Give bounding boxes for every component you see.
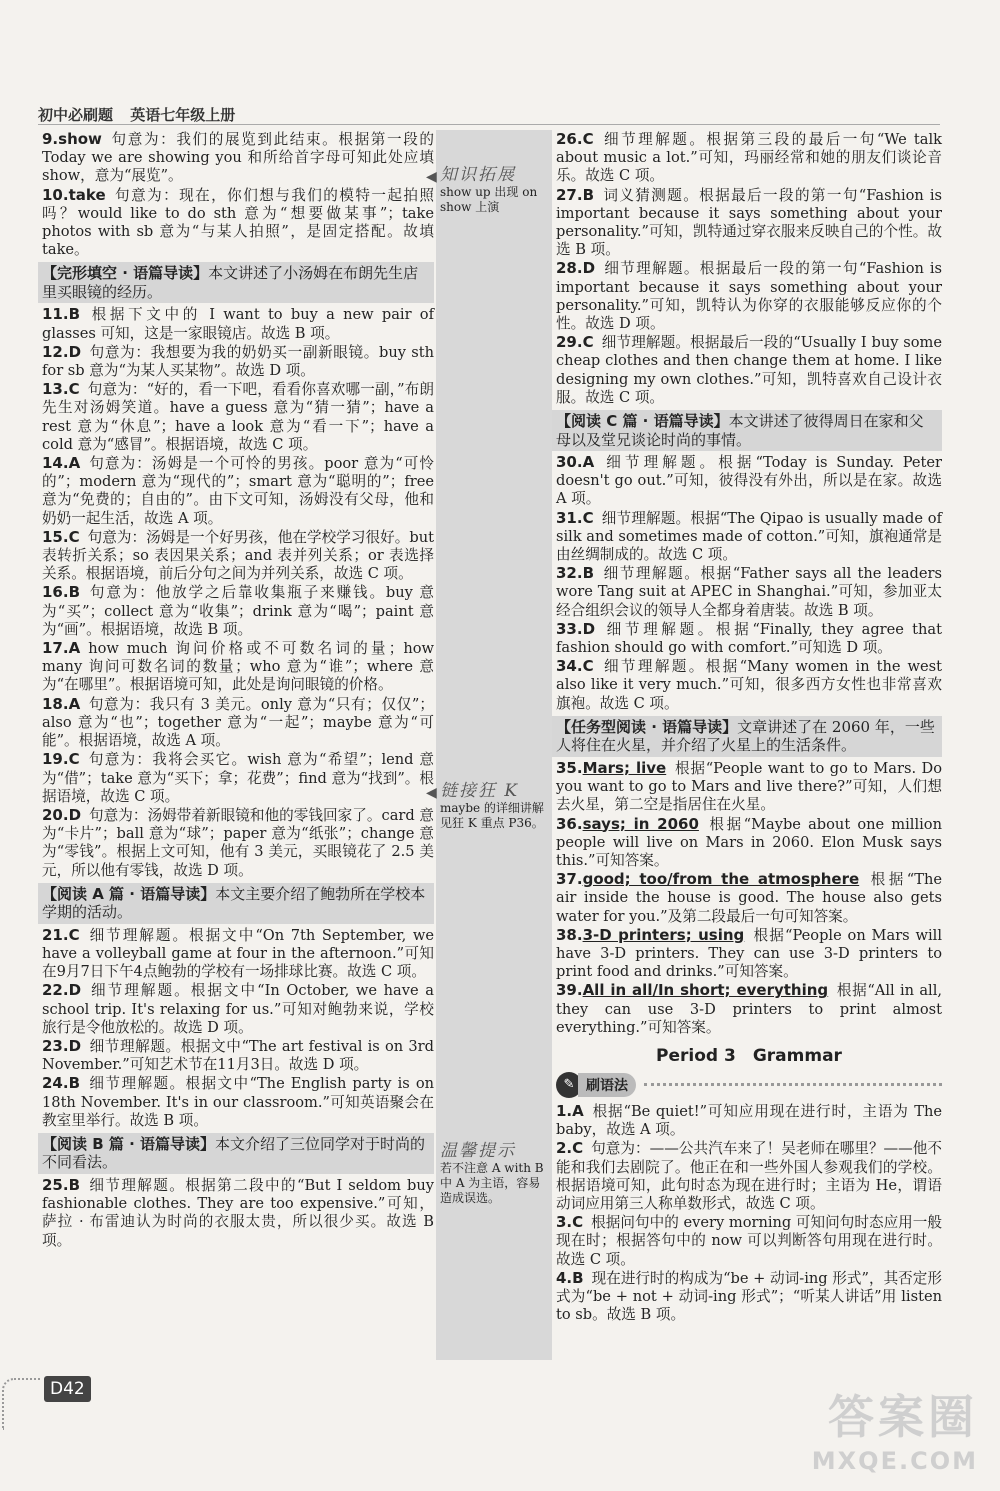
question-number: 25. <box>42 1175 69 1194</box>
question-number: 21. <box>42 925 69 944</box>
answer-item <box>556 657 942 713</box>
answer-key: B <box>68 1175 81 1194</box>
explanation-text: 根据“The air inside the house is good. The house also gets water for you.”及第二段最后一句可知答案。 <box>556 871 942 925</box>
question-number: 31. <box>556 508 583 527</box>
margin-note-knowledge <box>426 165 550 215</box>
note-text: show up 出现 on show 上演 <box>440 185 538 214</box>
explanation-text: 细节理解题。根据最后一段的“Usually I buy some cheap clothes and then change them at home. I like designing my own clothes.”可知，凯特喜欢自己设计衣服。故选 C 项。 <box>556 334 942 406</box>
question-number: 32. <box>556 564 583 583</box>
margin-note-tip <box>440 1141 550 1206</box>
question-number: 9. <box>42 130 59 148</box>
answer-item <box>556 1102 942 1139</box>
dotted-rule <box>644 1083 942 1086</box>
left-column <box>42 130 434 1250</box>
explanation-text: how much 询问价格或不可数名词的量；how many 询问可数名词的数量；who 意为“谁”；where 意为“在哪里”。根据语境可知，此处是询问眼镜的价格。 <box>42 640 434 694</box>
explanation-text: 现在进行时的构成为“be + 动词-ing 形式”，其否定形式为“be + not + 动词-ing 形式”；“听某人讲话”用 listen to sb。故选 B 项。 <box>556 1269 942 1324</box>
answer-item <box>556 1213 942 1269</box>
note-text: 若不注意 A with B 中 A 为主语，容易造成误选。 <box>440 1161 544 1205</box>
question-number: 1. <box>556 1101 573 1120</box>
answer-key: C <box>68 925 80 944</box>
answer-key: C <box>68 380 80 399</box>
section-guide <box>552 410 942 451</box>
explanation-text: 根据“All in all, they can use 3-D printers to print almost everything.”可知答案。 <box>556 982 942 1036</box>
answer-key: B <box>68 583 81 602</box>
badge-label: 刷语法 <box>578 1073 636 1097</box>
question-number: 23. <box>42 1036 69 1055</box>
answer-item <box>556 815 942 871</box>
section-guide <box>38 883 434 924</box>
answer-key: show <box>58 130 102 148</box>
answer-item <box>556 926 942 982</box>
answer-item <box>42 695 434 751</box>
question-number: 4. <box>556 1268 573 1287</box>
book-title: 初中必刷题 <box>38 106 114 124</box>
answer-item <box>556 1269 942 1325</box>
question-number: 33. <box>556 619 583 638</box>
answer-key: C <box>572 1213 584 1232</box>
explanation-text: 句意为：他放学之后靠收集瓶子来赚钱。buy 意为“买”；collect 意为“收集”；drink 意为“喝”；paint 意为“画”。根据语境，故选 B 项。 <box>42 584 434 638</box>
section-guide <box>38 262 434 303</box>
answer-key: D <box>68 1036 82 1055</box>
note-title: 知识拓展 <box>440 165 516 185</box>
answer-item <box>556 453 942 509</box>
explanation-text: 根据“Be quiet!”可知应用现在进行时，主语为 The baby，故选 A 项。 <box>556 1102 942 1139</box>
explanation-text: 细节理解题。根据“The Qipao is usually made of silk and sometimes made of cotton.”可知，旗袍通常是由丝绸制成的。故选 C 项。 <box>556 509 942 564</box>
answer-key: A <box>68 454 81 473</box>
section-summary: 本文讲述了小汤姆在布朗先生店里买眼镜的经历。 <box>42 264 419 301</box>
explanation-text: 句意为：“好的，看一下吧，看看你喜欢哪一副，”布朗先生对汤姆笑道。have a guess 意为“猜一猜”；have a rest 意为“休息”；have a look 意为“看一下”；have a cold 意为“感冒”。根据语境，故选 C 项。 <box>42 381 434 453</box>
answer-key: C <box>582 333 594 352</box>
watermark-url: MXQE.COM <box>811 1447 978 1475</box>
margin-note-link <box>426 781 550 831</box>
answer-item <box>556 759 942 815</box>
answer-key: D <box>68 805 82 824</box>
answer-item <box>556 509 942 565</box>
question-number: 13. <box>42 380 69 399</box>
section-summary: 本文讲述了彼得周日在家和父母以及堂兄谈论时尚的事情。 <box>556 412 924 449</box>
section-guide <box>38 1133 434 1174</box>
answer-item <box>556 981 942 1037</box>
explanation-text: 根据“Maybe about one million people will live on Mars in 2060. Elon Musk says this.”可知答案。 <box>556 815 942 869</box>
answer-item <box>42 639 434 695</box>
answer-key: C <box>582 657 594 676</box>
answer-item <box>42 528 434 584</box>
answer-key: C <box>68 750 80 769</box>
answer-item <box>42 1074 434 1130</box>
question-number: 17. <box>42 639 69 658</box>
header-divider <box>38 124 940 125</box>
question-number: 36. <box>556 814 583 833</box>
answer-item <box>42 343 434 380</box>
section-title: 【阅读 B 篇 · 语篇导读】 <box>42 1134 216 1153</box>
answer-item <box>42 926 434 982</box>
answer-item <box>556 1139 942 1213</box>
section-summary: 本文介绍了三位同学对于时尚的不同看法。 <box>42 1134 426 1172</box>
right-column <box>556 130 942 1324</box>
section-title: 【阅读 C 篇 · 语篇导读】 <box>556 412 729 431</box>
watermark <box>812 1381 978 1475</box>
answer-item <box>556 333 942 407</box>
explanation-text: 根据下文中的 I want to buy a new pair of glasses 可知，这是一家眼镜店。故选 B 项。 <box>42 306 434 342</box>
answer-key: good; too/from the atmosphere <box>582 870 860 889</box>
answer-item <box>42 806 434 880</box>
note-title: 温馨提示 <box>440 1141 516 1161</box>
explanation-text: 细节理解题。根据文中“In October, we have a school trip. It's relaxing for us.”可知对鲍勃来说，学校旅行是令他放松的。故选 D 项。 <box>42 982 434 1036</box>
answer-key: Mars; live <box>582 758 667 777</box>
corner-decoration <box>2 1378 40 1430</box>
explanation-text: 句意为：我想要为我的奶奶买一副新眼镜。buy sth for sb 意为“为某人买某物”。故选 D 项。 <box>42 343 434 380</box>
explanation-text: 细节理解题。根据“Many women in the west also like it very much.”可知，很多西方女性也非常喜欢旗袍。故选 C 项。 <box>556 658 942 712</box>
answer-item <box>42 1176 434 1250</box>
section-title: 【阅读 A 篇 · 语篇导读】 <box>42 884 216 903</box>
period-heading: Period 3 Grammar <box>656 1045 842 1066</box>
answer-item <box>42 130 434 186</box>
answer-key: B <box>572 1268 584 1287</box>
answer-key: A <box>572 1101 584 1120</box>
answer-item <box>42 380 434 454</box>
answer-key: take <box>68 185 106 204</box>
question-number: 12. <box>42 342 69 361</box>
question-number: 39. <box>556 981 583 1000</box>
section-summary: 本文主要介绍了鲍勃所在学校本学期的活动。 <box>42 884 426 922</box>
explanation-text: 句意为：现在，你们想与我们的模特一起拍照吗？would like to do sth 意为“想要做某事”；take photos with sb 意为“与某人拍照”，是固定搭配。故填 take。 <box>42 186 434 259</box>
explanation-text: 细节理解题。根据“Finally, they agree that fashion should go with comfort.”可知选 D 项。 <box>556 620 942 657</box>
explanation-text: 句意为：我将会买它。wish 意为“希望”；lend 意为“借”；take 意为“买下；拿；花费”；find 意为“找到”。根据语境，故选 C 项。 <box>42 751 434 805</box>
grammar-badge <box>556 1072 942 1098</box>
answer-key: C <box>582 130 594 148</box>
explanation-text: 细节理解题。根据第二段中的“But I seldom buy fashionable clothes. They are too expensive.”可知，萨拉 · 布雷迪认为时尚的衣服太贵，所以很少买。故选 B 项。 <box>42 1176 434 1249</box>
explanation-text: 句意为：我们的展览到此结束。根据第一段的 Today we are showing you 和所给首字母可知此处应填 show，意为“展览”。 <box>42 131 434 185</box>
explanation-text: 细节理解题。根据“Father says all the leaders wore Tang suit at APEC in Shanghai.”可知，参加亚太经合组织会议的领导人全都身着唐装。故选 B 项。 <box>556 565 942 619</box>
question-number: 38. <box>556 925 583 944</box>
explanation-text: 细节理解题。根据文中“On 7th September, we have a volleyball game at four in the afternoon.”可知在9月7日下午4点鲍勃的学校有一场排球比赛。故选 C 项。 <box>42 926 434 981</box>
answer-key: A <box>68 694 81 713</box>
explanation-text: 根据问句中的 every morning 可知问句时态应用一般现在时；根据答句中的 now 可以判断答句用现在进行时。故选 C 项。 <box>556 1214 942 1268</box>
question-number: 27. <box>556 185 583 204</box>
answer-key: C <box>582 508 594 527</box>
answer-key: B <box>582 564 595 583</box>
note-text: maybe 的详细讲解见狂 K 重点 P36。 <box>440 801 544 830</box>
question-number: 35. <box>556 758 583 777</box>
answer-item <box>42 305 434 342</box>
answer-item <box>556 620 942 657</box>
answer-key: D <box>582 259 596 278</box>
answer-item <box>556 564 942 620</box>
question-number: 24. <box>42 1074 69 1093</box>
section-title: 【完形填空 · 语篇导读】 <box>42 264 209 283</box>
answer-key: D <box>582 619 596 638</box>
answer-key: A <box>582 453 595 472</box>
section-guide <box>552 716 942 757</box>
question-number: 20. <box>42 805 69 824</box>
question-number: 37. <box>556 870 583 889</box>
explanation-text: 句意为：汤姆带着新眼镜和他的零钱回家了。card 意为“卡片”；ball 意为“球”；paper 意为“纸张”；change 意为“零钱”。根据上文可知，他有 3 美元，买眼镜花了 2.5 美元，所以他有零钱，故选 D 项。 <box>42 806 434 879</box>
answer-item <box>42 583 434 639</box>
question-number: 19. <box>42 750 69 769</box>
question-number: 26. <box>556 130 583 148</box>
explanation-text: 细节理解题。根据“Today is Sunday. Peter doesn't go out.”可知，彼得没有外出，所以是在家。故选 A 项。 <box>556 454 942 508</box>
explanation-text: 句意为：我只有 3 美元。only 意为“只有；仅仅”；also 意为“也”；together 意为“一起”；maybe 意为“可能”。根据语境，故选 A 项。 <box>42 695 434 750</box>
question-number: 28. <box>556 259 583 278</box>
question-number: 29. <box>556 333 583 352</box>
question-number: 3. <box>556 1213 573 1232</box>
question-number: 11. <box>42 305 69 324</box>
explanation-text: 根据“People on Mars will have 3-D printers. They can use 3-D printers to print food and drinks.”可知答案。 <box>556 926 942 981</box>
page-number: D42 <box>44 1376 91 1402</box>
section-summary: 文章讲述了在 2060 年，一些人将住在火星，并介绍了火星上的生活条件。 <box>556 717 935 755</box>
explanation-text: 句意为：——公共汽车来了！吴老师在哪里？——他不能和我们去剧院了。他正在和一些外国人参观我们的学校。根据语境可知，此句时态为现在进行时；主语为 He，谓语动词应用第三人称单数形式，故选 C 项。 <box>556 1140 942 1212</box>
explanation-text: 句意为：汤姆是一个好男孩，他在学校学习很好。but 表转折关系；so 表因果关系；and 表并列关系；or 表选择关系。根据语境，前后分句之间为并列关系，故选 C 项。 <box>42 528 434 583</box>
explanation-text: 细节理解题。根据最后一段的第一句“Fashion is important because it says something about your personality.”可知，凯特认为你穿的衣服能够反应你的个性。故选 D 项。 <box>556 260 942 333</box>
answer-key: A <box>68 639 81 658</box>
explanation-text: 细节理解题。根据第三段的最后一句“We talk about music a lot.”可知，玛丽经常和她的朋友们谈论音乐。故选 C 项。 <box>556 131 942 185</box>
answer-key: C <box>572 1139 584 1158</box>
explanation-text: 根据“People want to go to Mars. Do you want to go to Mars and live there?”可知，人们想去火星，第二空是指居住在火星。 <box>556 759 942 814</box>
answer-key: B <box>68 305 81 324</box>
answer-key: C <box>68 527 80 546</box>
question-number: 34. <box>556 657 583 676</box>
explanation-text: 句意为：汤姆是一个可怜的男孩。poor 意为“可怜的”；modern 意为“现代的”；smart 意为“聪明的”；free 意为“免费的；自由的”。由下文可知，汤姆没有父母，他和奶奶一起生活，故选 A 项。 <box>42 455 434 527</box>
book-icon: ✎ <box>556 1072 582 1098</box>
question-number: 18. <box>42 694 69 713</box>
explanation-text: 细节理解题。根据文中“The English party is on 18th November. It's in our classroom.”可知英语聚会在教室里举行。故选 B 项。 <box>42 1075 434 1129</box>
answer-key: All in all/In short; everything <box>582 981 829 1000</box>
answer-item <box>556 130 942 186</box>
arrow-left-icon: ◀ <box>426 169 437 185</box>
subject-title: 英语七年级上册 <box>130 106 236 124</box>
answer-item <box>42 454 434 528</box>
answer-key: D <box>68 342 82 361</box>
note-title: 链接狂 K <box>440 781 520 801</box>
answer-key: 3-D printers; using <box>582 925 745 944</box>
answer-item <box>556 186 942 260</box>
question-number: 30. <box>556 453 583 472</box>
question-number: 16. <box>42 583 69 602</box>
explanation-text: 细节理解题。根据文中“The art festival is on 3rd November.”可知艺术节在11月3日。故选 D 项。 <box>42 1037 434 1074</box>
answer-item <box>42 750 434 806</box>
answer-item <box>42 981 434 1037</box>
explanation-text: 词义猜测题。根据最后一段的第一句“Fashion is important because it says something about your personality.”可知，凯特通过穿衣服来反映自己的个性。故选 B 项。 <box>556 186 942 259</box>
page-header <box>38 104 247 125</box>
answer-key: B <box>68 1074 81 1093</box>
question-number: 14. <box>42 454 69 473</box>
question-number: 2. <box>556 1139 573 1158</box>
answer-key: B <box>582 185 595 204</box>
section-title: 【任务型阅读 · 语篇导读】 <box>556 717 738 736</box>
answer-item <box>42 1037 434 1074</box>
question-number: 10. <box>42 185 69 204</box>
question-number: 22. <box>42 981 69 1000</box>
watermark-logo: 答案圈 <box>828 1390 978 1444</box>
arrow-left-icon: ◀ <box>426 785 437 801</box>
answer-item <box>556 259 942 333</box>
answer-key: D <box>68 981 82 1000</box>
answer-key: says; in 2060 <box>582 814 699 833</box>
question-number: 15. <box>42 527 69 546</box>
answer-item <box>42 186 434 260</box>
answer-item <box>556 870 942 926</box>
